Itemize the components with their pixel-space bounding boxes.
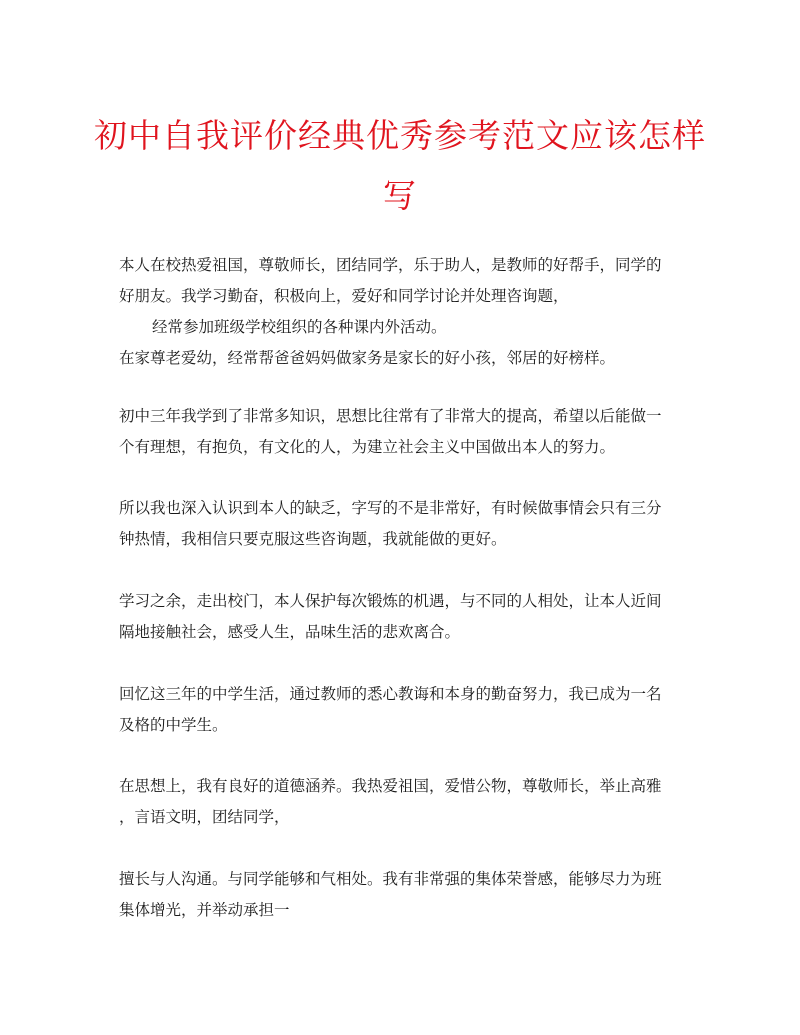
document-title-line-2: 写 bbox=[383, 176, 417, 215]
paragraph-line: 本人在校热爱祖国，尊敬师长，团结同学，乐于助人，是教师的好帮手，同学的 bbox=[119, 256, 662, 274]
paragraph-line: 学习之余，走出校门，本人保护每次锻炼的机遇，与不同的人相处，让本人近间 bbox=[119, 592, 662, 610]
paragraph-line: 隔地接触社会，感受人生，品味生活的悲欢离合。 bbox=[119, 623, 461, 641]
paragraph-2 bbox=[119, 401, 684, 463]
paragraph-7 bbox=[119, 864, 684, 926]
paragraph-line: 所以我也深入认识到本人的缺乏，字写的不是非常好，有时候做事情会只有三分 bbox=[119, 499, 662, 517]
paragraph-line: 擅长与人沟通。与同学能够和气相处。我有非常强的集体荣誉感，能够尽力为班 bbox=[119, 870, 662, 888]
paragraph-5 bbox=[119, 679, 684, 741]
paragraph-line: ，言语文明，团结同学， bbox=[119, 808, 290, 826]
paragraph-line: 好朋友。我学习勤奋，积极向上，爱好和同学讨论并处理咨询题， bbox=[119, 287, 569, 305]
paragraph-6 bbox=[119, 771, 684, 833]
paragraph-line: 个有理想，有抱负，有文化的人，为建立社会主义中国做出本人的努力。 bbox=[119, 438, 616, 456]
paragraph-line: 集体增光，并举动承担一 bbox=[119, 901, 290, 919]
paragraph-line: 初中三年我学到了非常多知识，思想比往常有了非常大的提高，希望以后能做一 bbox=[119, 407, 662, 425]
paragraph-1 bbox=[119, 250, 684, 374]
paragraph-line: 经常参加班级学校组织的各种课内外活动。 bbox=[152, 318, 447, 336]
document-title-line-1: 初中自我评价经典优秀参考范文应该怎样 bbox=[94, 116, 706, 155]
paragraph-3 bbox=[119, 493, 684, 555]
paragraph-line: 回忆这三年的中学生活，通过教师的悉心教诲和本身的勤奋努力，我已成为一名 bbox=[119, 685, 662, 703]
paragraph-line: 钟热情，我相信只要克服这些咨询题，我就能做的更好。 bbox=[119, 530, 507, 548]
paragraph-line: 在思想上，我有良好的道德涵养。我热爱祖国，爱惜公物，尊敬师长，举止高雅 bbox=[119, 777, 662, 795]
paragraph-4 bbox=[119, 586, 684, 648]
paragraph-line: 在家尊老爱幼，经常帮爸爸妈妈做家务是家长的好小孩，邻居的好榜样。 bbox=[119, 349, 616, 367]
paragraph-line: 及格的中学生。 bbox=[119, 716, 228, 734]
